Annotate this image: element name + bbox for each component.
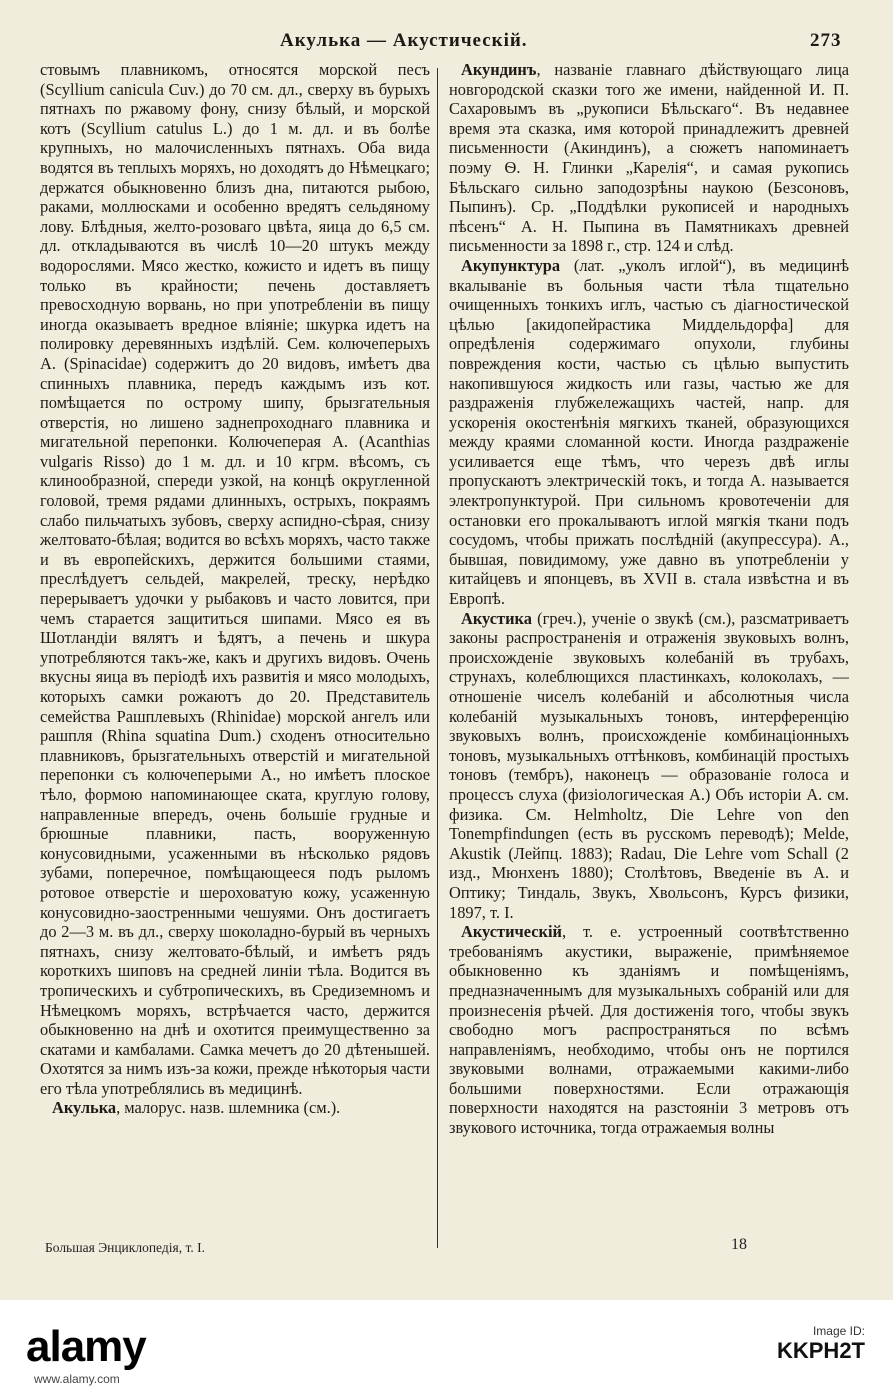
watermark-url: www.alamy.com bbox=[34, 1372, 120, 1386]
page-title: Акулька — Акустическій. bbox=[280, 30, 528, 51]
entry-akusticheskiy bbox=[449, 922, 849, 1138]
entry-term: Акустическій bbox=[461, 922, 562, 942]
entry-term: Акундинъ bbox=[461, 60, 537, 79]
entry-akustika bbox=[449, 609, 849, 923]
entry-akupunktura bbox=[449, 256, 849, 609]
page-number: 273 bbox=[810, 30, 842, 51]
entry-akulka bbox=[40, 1098, 430, 1118]
entry-term: Акупунктура bbox=[461, 255, 561, 275]
entry-akundin bbox=[449, 60, 849, 256]
entry-text: (лат. „уколъ иглой“), въ медицинѣ вкалываніе въ больныя части тѣла тщательно очищенныхъ тонкихъ иглъ, частью съ діагностической цѣлью [акидопейрастика Миддельдорфа] для опредѣленія содержимаго опухоли, глубины повреждения кости, частью съ цѣлью выпустить накопившуюся жидкость или газы, частью же для раздраженія глубжележащихъ частей, напр. для ускоренія окостенѣнія мягкихъ тканей, образующихся между краями сломанной кости. Иногда раздраженіе усиливается еще тѣмъ, что черезъ двѣ иглы пропускаютъ электрическій токъ, и тогда А. называется электропунктурой. При сильномъ кровотеченіи для остановки его прокалываютъ иглой мягкія ткани подъ сосудомъ, чтобы прижать послѣдній (акупрессура). А., бывшая, повидимому, уже давно въ употребленіи у китайцевъ и японцевъ, въ XVII в. стала извѣстна и въ Европѣ. bbox=[449, 255, 849, 609]
image-id-block bbox=[777, 1324, 865, 1364]
right-column bbox=[449, 60, 849, 1240]
paragraph bbox=[40, 60, 430, 1098]
alamy-logo: alamy bbox=[26, 1322, 146, 1371]
image-id-label: Image ID: bbox=[812, 1324, 865, 1338]
entry-text: (греч.), ученіе о звукѣ (см.), разсматриваетъ законы распространенія и отраженія звуковыхъ волнъ, происхожденіе звуковыхъ колебаній въ трубахъ, струнахъ, колеблющихся пластинкахъ, колоколахъ, — отношеніе чиселъ колебаній и абсолютныя числа колебаній музыкальныхъ тоновъ, интерференцію звуковыхъ волнъ, происхожденіе комбинаціонныхъ тоновъ, музыкальныхъ оттѣнковъ, комбинацій простыхъ тоновъ (тембръ), наконецъ — образованіе голоса и процессъ слуха (физіологическая А.) Объ исторіи А. см. физика. См. Helmholtz, Die Lehre von den Tonempfindungen (есть въ русскомъ переводѣ); Melde, Akustik (Лейпц. 1883); Radau, Die Lehre vom Schall (2 изд., Мюнхенъ 1880); Столѣтовъ, Введеніе въ А. и Оптику; Тиндаль, Звукъ, Хвольсонъ, Курсъ физики, 1897, т. I. bbox=[449, 608, 849, 922]
footer-signature: Большая Энциклопедія, т. I. bbox=[45, 1240, 205, 1255]
entry-text: , названіе главнаго дѣйствующаго лица новгородской сказки того же имени, найденной И. П. Сахаровымъ въ „рукописи Бѣльскаго“. Въ недавнее время эта сказка, имя которой принадлежитъ древней письменности (Акиндинъ), а сюжетъ напоминаетъ поэму Ѳ. Н. Глинки „Карелія“, и самая рукопись Бѣльскаго сильно заподозрѣны наукою (Безсоновъ, Пыпинъ). Ср. „Поддѣлки рукописей и народныхъ пѣсенъ“ А. Н. Пыпина въ Памятникахъ древней письменности за 1898 г., стр. 124 и слѣд. bbox=[449, 60, 849, 256]
entry-text: , т. е. устроенный соотвѣтственно требованіямъ акустики, выраженіе, примѣняемое обыкновенно къ зданіямъ и помѣщеніямъ, предназначеннымъ для музыкальныхъ собраній или для произнесенія рѣчей. Для достиженія того, чтобы звукъ свободно могъ распространяться по всѣмъ направленіямъ, необходимо, чтобы онъ не портился звуковыми волнами, отражаемыми какими-либо большими поверхностями. Если отражающія поверхности находятся на разстояніи 3 метровъ отъ звукового источника, тогда отражаемыя волны bbox=[449, 922, 849, 1138]
footer-sheet-number: 18 bbox=[731, 1236, 747, 1253]
image-id-value: KKPH2T bbox=[776, 1338, 865, 1363]
stock-watermark-bar bbox=[0, 1300, 893, 1390]
left-column bbox=[40, 60, 430, 1240]
entry-term: Акулька bbox=[52, 1098, 117, 1118]
paragraph-text: стовымъ плавникомъ, относятся морской песъ (Scyllium canicula Cuv.) до 70 см. дл., сверху въ бурыхъ пятнахъ по ржавому фону, снизу бѣлый, и морской котъ (Scyllium catulus L.) до 1 м. дл. и въ болѣе крупныхъ, но малочисленныхъ пятнахъ. Оба вида водятся въ теплыхъ моряхъ, но доходятъ до Нѣмецкаго; держатся обыкновенно близъ дна, питаются рыбою, раками, моллюсками и особенно вредятъ сельдяному лову. Блѣдныя, желто-розоваго цвѣта, яица до 6,5 см. дл. откладываются въ числѣ 10—20 штукъ между водорослями. Мясо жестко, кожисто и идетъ въ пищу только въ крайности; печень доставляетъ превосходную ворвань, но при употребленіи въ пищу иногда оказываетъ вредное вліяніе; шкурка идетъ на полировку деревянныхъ издѣлій. Сем. колючеперыхъ А. (Spinacidae) содержитъ до 20 видовъ, имѣетъ два спинныхъ плавника, передъ каждымъ изъ кот. помѣщается по острому шипу, брызгательныя отверстія, но лишено заднепроходнаго плавника и мигательной перепонки. Колючеперая А. (Acanthias vulgaris Risso) до 1 м. дл. и 10 кгрм. вѣсомъ, съ клинообразной, спереди узкой, на концѣ округленной головой, тремя рядами длинныхъ, острыхъ, покраямъ слабо пильчатыхъ зубовъ, сверху аспидно-сѣрая, снизу желтовато-бѣлая; водится во всѣхъ моряхъ, часто также и въ европейскихъ, держится большими стаями, преслѣдуетъ сельдей, макрелей, треску, нерѣдко перерываетъ удочки у рыбаковъ и часто ловится, при чемъ старается защититься шипами. Мясо ея въ Шотландіи вялятъ и ѣдятъ, а печень и шкура употребляются такъ-же, какъ и другихъ видовъ. Очень вкусны яица въ періодѣ ихъ развитія и мясо молодыхъ, которыхъ самки рожаютъ до 20. Представитель семейства Рашплевыхъ (Rhinidae) морской ангелъ или рашпля (Rhina squatina Dum.) сходенъ относительно плавниковъ, брызгательныхъ отверстій и мигательной перепонки съ колючеперыми А., но имѣетъ плоское тѣло, формою напоминающее ската, круглую голову, направленные впередъ, очень большіе грудные и брюшные плавники, пасть, вооруженную конусовидными, усаженными въ нѣсколько рядовъ зубами, поперечное, помѣщающееся подъ рыломъ ротовое отверстіе и шероховатую кожу, усаженную конусовидно-заостренными чешуями. Онъ достигаетъ до 2—3 м. въ дл., сверху шоколадно-бурый въ черныхъ пятнахъ, снизу желтовато-бѣлый, и имѣетъ рядъ короткихъ шиповъ на средней линіи тѣла. Водится въ тропическихъ и субтропическихъ, въ Средиземномъ и Нѣмецкомъ моряхъ, встрѣчается часто, держится обыкновенно на днѣ и охотится преимущественно за скатами и камбалами. Самка мечетъ до 20 дѣтенышей. Охотятся за нимъ изъ-за кожи, прежде нѣкоторыя части его тѣла употреблялись въ медицинѣ. bbox=[40, 60, 430, 1098]
entry-term: Акустика bbox=[461, 608, 532, 628]
entry-text: , малорус. назв. шлемника (см.). bbox=[116, 1098, 341, 1118]
column-divider bbox=[437, 68, 438, 1248]
